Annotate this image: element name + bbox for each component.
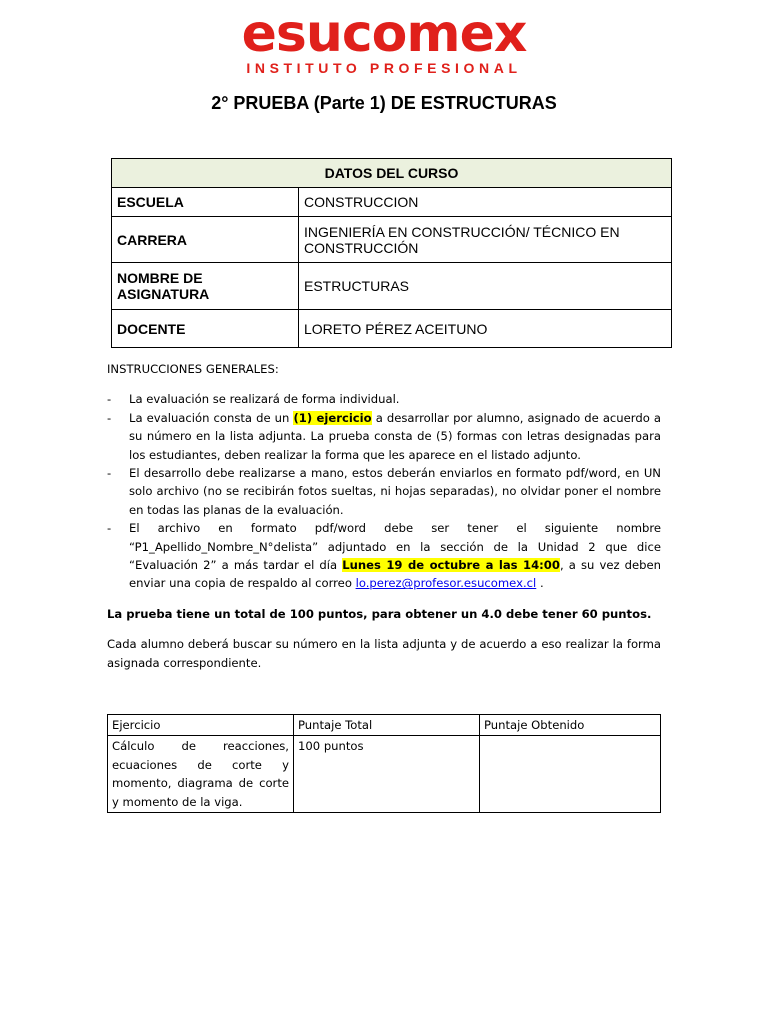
score-header-ejercicio: Ejercicio	[108, 715, 294, 736]
email-link[interactable]: lo.perez@profesor.esucomex.cl	[355, 576, 537, 591]
course-value-escuela: CONSTRUCCION	[299, 188, 672, 217]
instructions-section	[107, 360, 661, 672]
instruction-text: La evaluación se realizará de forma individual.	[129, 392, 400, 407]
course-value-docente: LORETO PÉREZ ACEITUNO	[299, 310, 672, 348]
instruction-text: El archivo en formato pdf/word debe ser tener el siguiente nombre “P1_Apellido_Nombre_N°delista” adjuntado en la sección de la Unidad 2 que dice “Evaluación 2” a más tardar el día	[129, 521, 661, 573]
assignment-note: Cada alumno deberá buscar su número en la lista adjunta y de acuerdo a eso realizar la forma asignada correspondiente.	[107, 637, 661, 670]
course-data-table	[111, 158, 672, 348]
document-title: 2° PRUEBA (Parte 1) DE ESTRUCTURAS	[211, 93, 557, 113]
instruction-item	[107, 390, 661, 408]
course-table-header: DATOS DEL CURSO	[112, 159, 672, 188]
total-points-text: La prueba tiene un total de 100 puntos, para obtener un 4.0 debe tener 60 puntos.	[107, 606, 652, 621]
score-header-obtenido: Puntaje Obtenido	[480, 715, 661, 736]
instruction-item	[107, 409, 661, 464]
logo-subtitle: INSTITUTO PROFESIONAL	[246, 60, 522, 76]
course-label-escuela: ESCUELA	[112, 188, 299, 217]
deadline-highlight: Lunes 19 de octubre a las 14:00	[342, 558, 560, 573]
list-dash: -	[107, 392, 112, 407]
score-header-total: Puntaje Total	[294, 715, 480, 736]
score-total-cell: 100 puntos	[294, 736, 480, 813]
esucomex-logo	[0, 6, 768, 76]
course-table-header-row	[112, 159, 672, 188]
course-label-asignatura: NOMBRE DE ASIGNATURA	[112, 263, 299, 310]
instruction-text: , a su vez deben enviar una copia de respaldo al correo	[129, 558, 661, 591]
instruction-item	[107, 519, 661, 593]
score-obtenido-cell[interactable]	[480, 736, 661, 813]
score-table	[107, 714, 661, 813]
course-value-carrera: INGENIERÍA EN CONSTRUCCIÓN/ TÉCNICO EN CONSTRUCCIÓN	[299, 217, 672, 263]
course-label-docente: DOCENTE	[112, 310, 299, 348]
instruction-text: La evaluación consta de un	[129, 410, 294, 425]
list-dash: -	[107, 410, 112, 425]
course-value-asignatura: ESTRUCTURAS	[299, 263, 672, 310]
course-row-carrera	[112, 217, 672, 263]
logo-wordmark: esucomex	[241, 4, 527, 64]
instruction-item	[107, 464, 661, 519]
highlighted-text: (1) ejercicio	[293, 410, 372, 425]
course-row-docente	[112, 310, 672, 348]
instruction-text: a desarrollar por alumno, asignado de acuerdo a su número en la lista adjunta. La prueba consta de (5) formas con letras designadas para los estudiantes, deben realizar la forma que les aparece en el listado adjunto.	[129, 410, 661, 462]
course-label-carrera: CARRERA	[112, 217, 299, 263]
instruction-text: .	[536, 576, 544, 591]
list-dash: -	[107, 466, 112, 481]
instruction-text: El desarrollo debe realizarse a mano, estos deberán enviarlos en formato pdf/word, en UN solo archivo (no se recibirán fotos sueltas, ni hojas separadas), no olvidar poner el nombre en todas las planas de la evaluación.	[129, 466, 661, 517]
course-row-asignatura	[112, 263, 672, 310]
score-ejercicio-cell: Cálculo de reacciones, ecuaciones de corte y momento, diagrama de corte y momento de la viga.	[108, 736, 294, 813]
course-row-escuela	[112, 188, 672, 217]
score-table-row	[108, 736, 661, 813]
instructions-list	[107, 390, 661, 592]
instructions-heading: INSTRUCCIONES GENERALES:	[107, 362, 279, 376]
list-dash: -	[107, 521, 112, 536]
score-table-header-row	[108, 715, 661, 736]
